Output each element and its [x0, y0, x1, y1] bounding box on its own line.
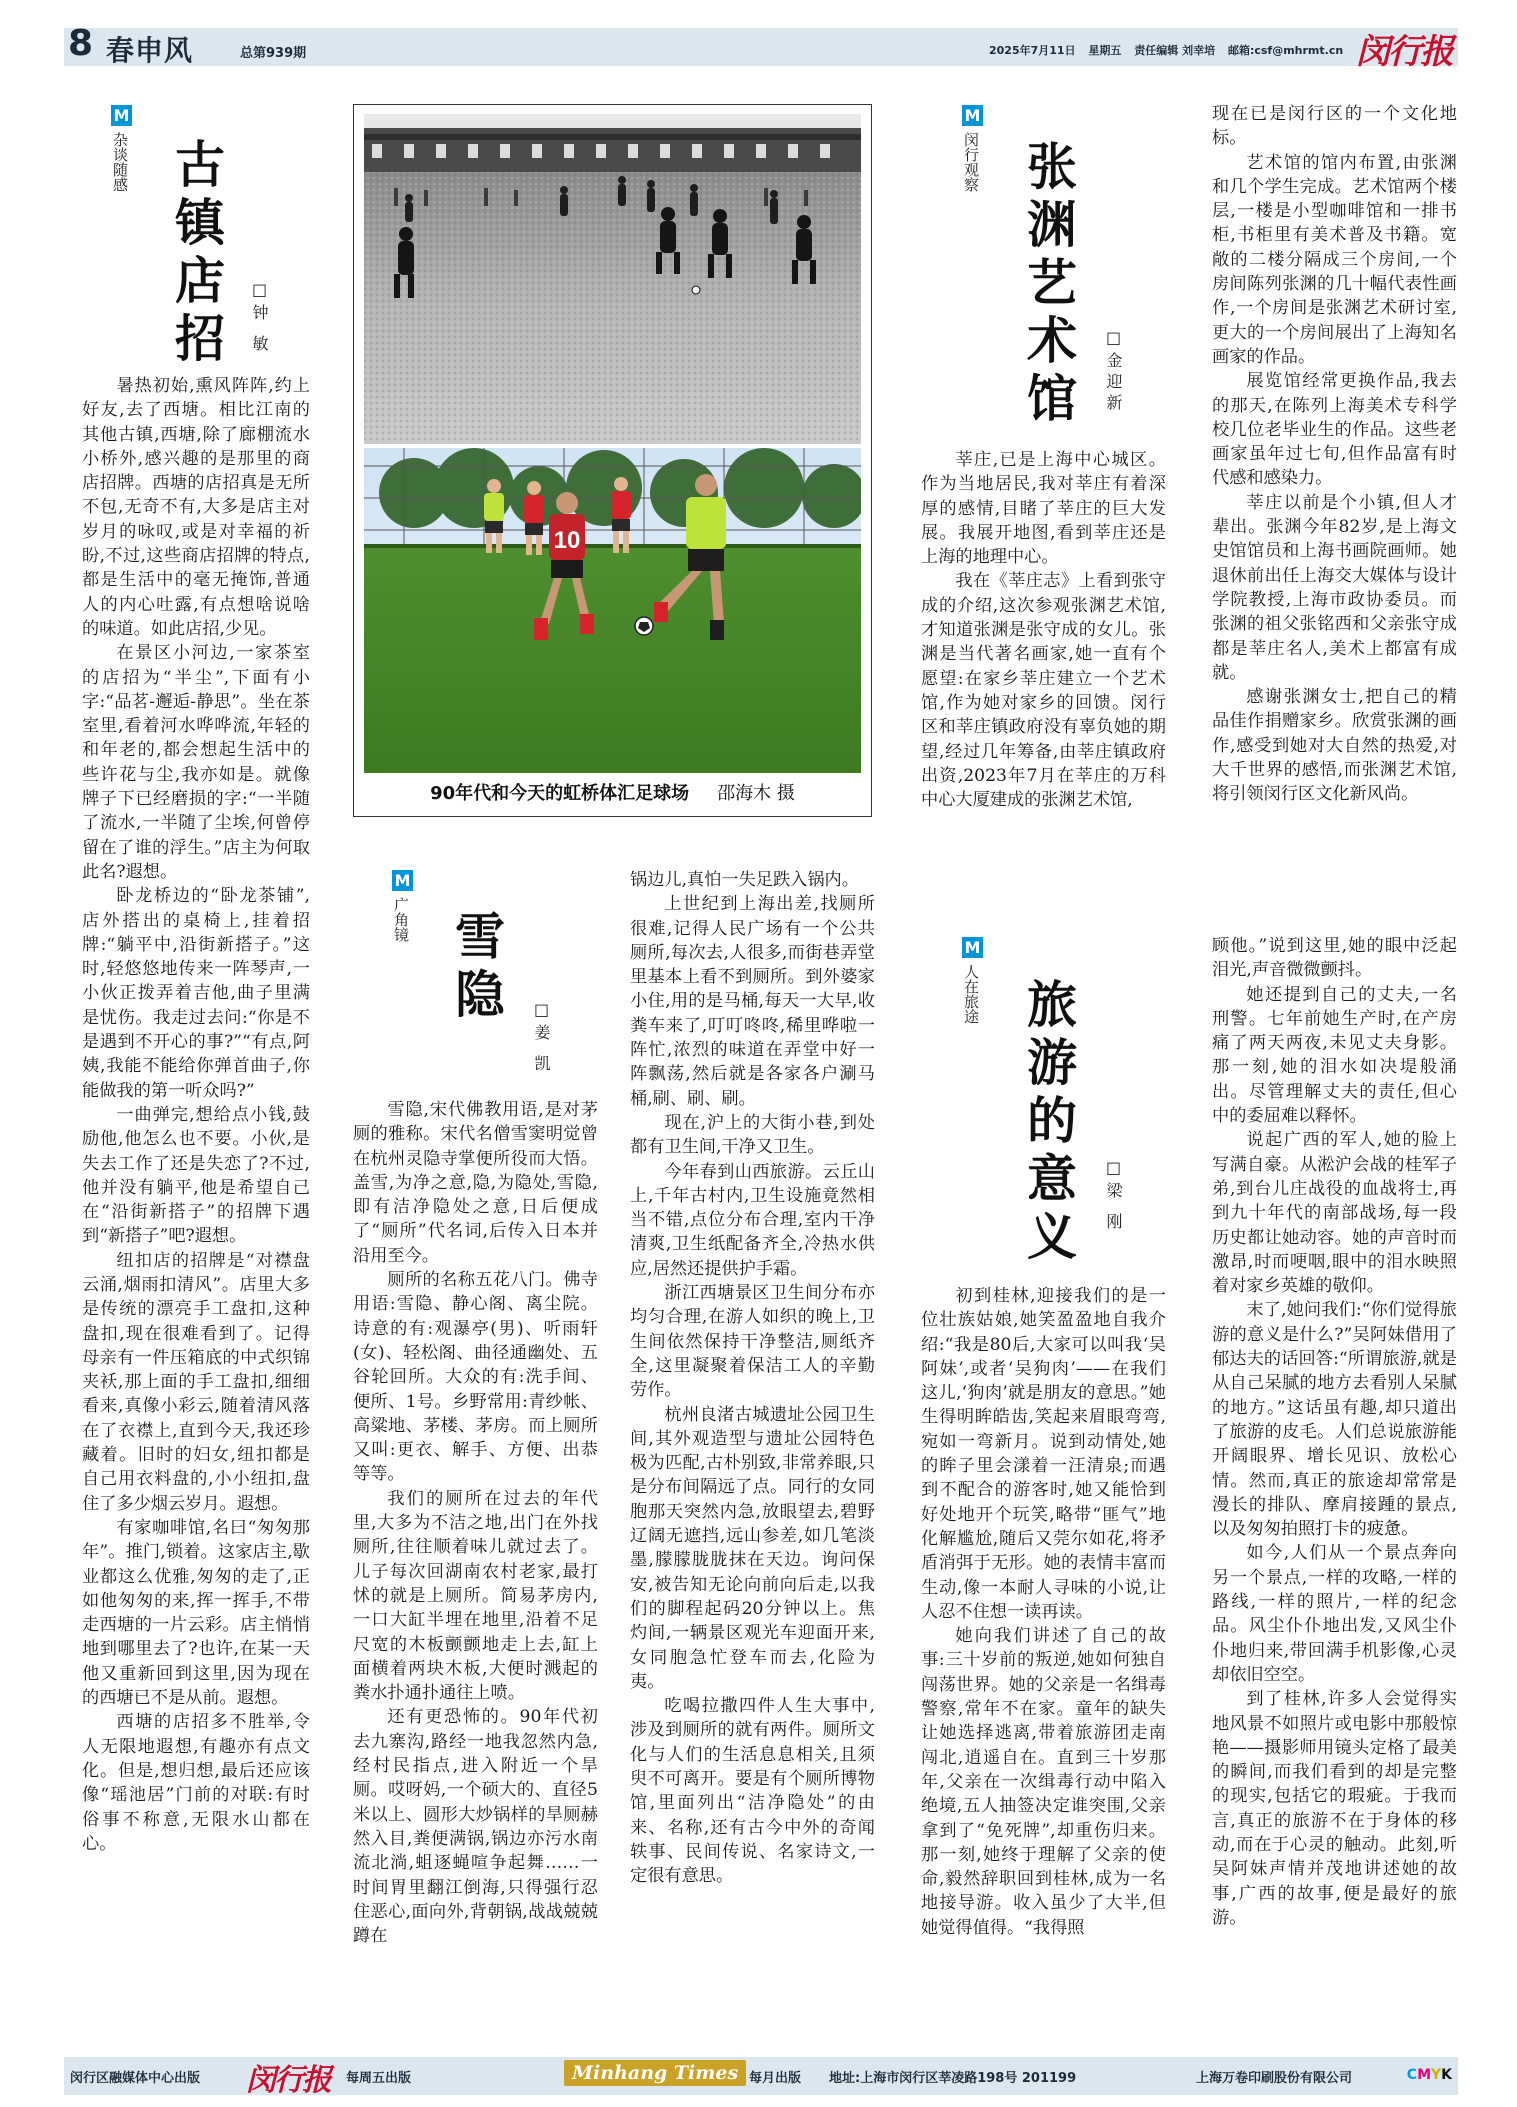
article-body — [921, 448, 1166, 868]
masthead-meta — [989, 42, 1352, 58]
minhang-times-logo: Minhang Times — [564, 2060, 746, 2086]
paragraph: 我在《莘庄志》上看到张守成的介绍,这次参观张渊艺术馆,才知道张渊是张守成的女儿。张渊是当代著名画家,她一直有个愿望:在家乡莘庄建立一个艺术馆,作为她对家乡的回馈。闵行区和莘庄镇政府没有辜负她的期望,经过几年筹备,由莘庄镇政府出资,2023年7月在莘庄的万科中心大厦建成的张渊艺术馆, — [921, 571, 1166, 811]
paragraph: 如今,人们从一个景点奔向另一个景点,一样的攻略,一样的路线,一样的照片,一样的纪念品。风尘仆仆地出发,又风尘仆仆地归来,带回满手机影像,心灵却依旧空空。 — [1212, 1543, 1457, 1685]
article-title: 古镇店招 — [167, 138, 226, 370]
article-body — [630, 868, 875, 2016]
jersey-number: 10 — [553, 527, 581, 554]
column-tag: 广角镜 — [392, 897, 410, 942]
article-byline: □姜 凯 — [532, 1000, 551, 1077]
article-byline: □金迎新 — [1104, 328, 1123, 415]
paragraph: 莘庄以前是个小镇,但人才辈出。张渊今年82岁,是上海文史馆馆员和上海书画院画师。她退休前出任上海交大媒体与设计学院教授,上海市政协委员。而张渊的祖父张铭西和父亲张守成都是莘庄名人,美术上都富有成就。 — [1212, 492, 1457, 683]
article-title: 张渊艺术馆 — [1019, 140, 1078, 430]
article-body — [1212, 934, 1457, 2016]
paragraph: 一曲弹完,想给点小钱,鼓励他,他怎么也不要。小伙,是失去工作了还是失恋了?不过,他并没有躺平,他是希望自己在“沿街新搭子”的招牌下遇到“新搭子”吧?遐想。 — [82, 1104, 310, 1247]
old-football-photo — [364, 114, 861, 444]
paragraph: 上世纪到上海出差,找厕所很难,记得人民广场有一个公共厕所,每次去,人很多,而街巷弄堂里基本上看不到厕所。到外婆家小住,用的是马桶,每天一大早,收粪车来了,叮叮咚咚,稀里哗啦一阵忙,浓烈的味道在弄堂中好一阵飘荡,然后就是各家各户涮马桶,刷、刷、刷。 — [630, 894, 875, 1109]
article-body — [353, 1098, 598, 2016]
footer-printer: 上海万卷印刷股份有限公司 — [1196, 2071, 1353, 2086]
paragraph: 末了,她问我们:“你们觉得旅游的意义是什么?”吴阿妹借用了郁达夫的话回答:“所谓旅游,就是从自己呆腻的地方去看别人呆腻的地方。”这话虽有趣,却只道出了旅游的皮毛。人们总说旅游能开阔眼界、增长见识、放松心情。然而,真正的旅途却常常是漫长的排队、摩肩接踵的景点,以及匆匆拍照打卡的疲惫。 — [1212, 1300, 1457, 1540]
column-badge-icon: M — [392, 870, 413, 891]
cmyk-c: C — [1406, 2067, 1418, 2083]
paragraph: 在景区小河边,一家茶室的店招为“半尘”,下面有小字:“品茗-邂逅-静思”。坐在茶室里,看着河水哗哗流,年轻的和年老的,都会想起生活中的些许花与尘,我亦如是。就像牌子下已经磨损的字:“一半随了流水,一半随了尘埃,何曾停留在了谁的浮生。”店主为何取此名?遐想。 — [82, 643, 310, 882]
paragraph: 现在已是闵行区的一个文化地标。 — [1212, 104, 1457, 149]
article-title: 旅游的意义 — [1019, 978, 1078, 1268]
cmyk-m: M — [1417, 2067, 1431, 2083]
paragraph: 厕所的名称五花八门。佛寺用语:雪隐、静心阁、离尘院。诗意的有:观瀑亭(男)、听雨轩(女)、轻松阁、曲径通幽处、五谷轮回所。大众的有:洗手间、便所、1号。乡野常用:青纱帐、高粱地、茅楼、茅房。而上厕所又叫:更衣、解手、方便、出恭等等。 — [353, 1270, 598, 1485]
photo-caption — [364, 779, 861, 809]
article-byline: □钟 敏 — [250, 280, 269, 357]
article-title: 雪隐 — [447, 910, 506, 1026]
paragraph: 纽扣店的招牌是“对襟盘云涌,烟雨扣清风”。店里大多是传统的漂亮手工盘扣,这种盘扣,现在很难看到了。记得母亲有一件压箱底的中式织锦夹袄,那上面的手工盘扣,细细看来,真像小彩云,随着清风落在了衣襟上,直到今天,我还珍藏着。旧时的妇女,纽扣都是自己用衣料盘的,小小纽扣,盘住了多少烟云岁月。遐想。 — [82, 1250, 310, 1514]
paragraph: 她还提到自己的丈夫,一名刑警。七年前她生产时,在产房痛了两天两夜,未见丈夫身影。那一刻,她的泪水如决堤般涌出。尽管理解丈夫的责任,但心中的委屈难以释怀。 — [1212, 984, 1457, 1127]
paragraph: 浙江西塘景区卫生间分布亦均匀合理,在游人如织的晚上,卫生间依然保持干净整洁,厕纸齐全,这里凝聚着保洁工人的辛勤劳作。 — [630, 1283, 875, 1401]
paragraph: 顾他。”说到这里,她的眼中泛起泪光,声音微微颤抖。 — [1212, 936, 1457, 981]
paragraph: 现在,沪上的大街小巷,到处都有卫生间,干净又卫生。 — [630, 1112, 875, 1158]
issue-date: 2025年7月11日 — [989, 44, 1076, 57]
paragraph: 她向我们讲述了自己的故事:三十岁前的叛逆,她如何独自闯荡世界。她的父亲是一名缉毒警察,常年不在家。童年的缺失让她选择逃离,带着旅游团走南闯北,逍遥自在。直到三十岁那年,父亲在一次缉毒行动中陷入绝境,五人抽签决定谁突围,父亲拿到了“免死牌”,却重伤归来。那一刻,她终于理解了父亲的使命,毅然辞职回到桂林,成为一名地接导游。收入虽少了大半,但她觉得值得。“我得照 — [921, 1626, 1166, 1938]
article-body — [921, 1284, 1166, 2016]
paragraph: 展览馆经常更换作品,我去的那天,在陈列上海美术专科学校几位老毕业生的作品。这些老画家虽年过七旬,但作品富有时代感和感染力。 — [1212, 371, 1457, 489]
paragraph: 雪隐,宋代佛教用语,是对茅厕的雅称。宋代名僧雪窦明觉曾在杭州灵隐寺掌便所役而大悟。盖雪,为净之意,隐,为隐处,雪隐,即有洁净隐处之意,日后便成了“厕所”代名词,后传入日本并沿用至今。 — [353, 1100, 598, 1266]
masthead — [64, 23, 1458, 72]
paragraph: 卧龙桥边的“卧龙茶铺”,店外搭出的桌椅上,挂着招牌:“躺平中,沿街新搭子。”这时,轻悠悠地传来一阵琴声,一小伙正拨弄着吉他,曲子里满是忧伤。我走过去问:“你是不是遇到不开心的事?”“有点,阿姨,我能不能给你弹首曲子,你能做我的第一听众吗?” — [82, 886, 310, 1101]
article-body — [82, 374, 310, 2014]
caption-text: 90年代和今天的虹桥体汇足球场 — [430, 783, 690, 804]
paragraph: 暑热初始,熏风阵阵,约上好友,去了西塘。相比江南的其他古镇,西塘,除了廊棚流水小桥外,感兴趣的是那里的商店招牌。西塘的店招真是无所不包,无奇不有,大多是店主对岁月的咏叹,或是对幸福的祈盼,不过,这些商店招牌的特点,都是生活中的毫无掩饰,普通人的内心吐露,有点想啥说啥的味道。如此店招,少见。 — [82, 376, 310, 639]
paragraph: 今年春到山西旅游。云丘山上,千年古村内,卫生设施竟然相当不错,点位分布合理,室内干净清爽,卫生纸配备齐全,冷热水供应,居然还提供护手霜。 — [630, 1161, 875, 1279]
cmyk-k: K — [1441, 2067, 1452, 2083]
column-badge-icon: M — [962, 937, 983, 958]
photo-frame — [353, 104, 872, 817]
footer-address: 地址:上海市闵行区莘凌路198号 201199 — [829, 2071, 1077, 2086]
footer-frequency: 每周五出版 — [346, 2071, 412, 2086]
column-badge-icon: M — [962, 105, 983, 126]
paragraph: 我们的厕所在过去的年代里,大多为不洁之地,出门在外找厕所,往往顺着味儿就过去了。儿子每次回湖南农村老家,最打怵的就是上厕所。简易茅房内,一口大缸半埋在地里,沿着不足尺宽的木板颤颤地走上去,缸上面横着两块木板,大便时溅起的粪水扑通扑通往上喷。 — [353, 1488, 598, 1704]
column-tag: 人在旅途 — [962, 964, 980, 1024]
footer-monthly: 每月出版 — [749, 2071, 802, 2086]
newspaper-logo: 闵行报 — [1356, 32, 1452, 72]
cmyk-y: Y — [1431, 2067, 1442, 2083]
paragraph: 有家咖啡馆,名曰“匆匆那年”。推门,锁着。这家店主,歇业都这么优雅,匆匆的走了,正如他匆匆的来,挥一挥手,不带走西塘的一片云彩。店主悄悄地到哪里去了?也许,在某一天他又重新回到这里,因为现在的西塘已不是从前。遐想。 — [82, 1517, 310, 1709]
paragraph: 到了桂林,许多人会觉得实地风景不如照片或电影中那般惊艳——摄影师用镜头定格了最美的瞬间,而我们看到的却是完整的现实,包括它的瑕疵。于我而言,真正的旅游不在于身体的移动,而在于心灵的触动。此刻,听吴阿妹声情并茂地讲述她的故事,广西的故事,便是最好的旅游。 — [1212, 1689, 1457, 1928]
paragraph: 吃喝拉撒四件人生大事中,涉及到厕所的就有两件。厕所文化与人们的生活息息相关,且须臾不可离开。要是有个厕所博物馆,里面列出“洁净隐处”的由来、名称,还有古今中外的奇闻轶事、民间传说、名家诗文,一定很有意思。 — [630, 1696, 875, 1887]
paragraph: 西塘的店招多不胜举,令人无限地遐想,有趣亦有点文化。但是,想归想,最后还应该像“瑶池居”门前的对联:有时俗事不称意,无限水山都在心。 — [82, 1712, 310, 1854]
article-body — [1212, 102, 1457, 872]
cmyk-marks — [1407, 2067, 1452, 2083]
paragraph: 锅边儿,真怕一失足跌入锅内。 — [630, 870, 859, 890]
editor-credit: 责任编辑 刘幸培 — [1134, 44, 1216, 57]
footer-logo: 闵行报 — [246, 2063, 330, 2098]
new-football-photo — [364, 448, 861, 773]
section-name: 春申风 — [106, 34, 194, 67]
footer — [64, 2057, 1458, 2098]
page-number: 8 — [68, 23, 94, 64]
article-byline: □梁 刚 — [1104, 1158, 1123, 1235]
issue-weekday: 星期五 — [1088, 44, 1122, 57]
paragraph: 艺术馆的馆内布置,由张渊和几个学生完成。艺术馆两个楼层,一楼是小型咖啡馆和一排书柜,书柜里有美术普及书籍。宽敞的二楼分隔成三个房间,一个房间陈列张渊的几十幅代表性画作,一个房间是张渊艺术研讨室,更大的一个房间展出了上海知名画家的作品。 — [1212, 152, 1457, 367]
photo-credit: 邵海木 摄 — [717, 783, 795, 804]
paragraph: 还有更恐怖的。90年代初去九寨沟,路经一地我忽然内急,经村民指点,进入附近一个旱厕。哎呀妈,一个硕大的、直径5米以上、圆形大炒锅样的旱厕赫然入目,粪便满锅,锅边亦污水南流北淌,蛆逐蝇喧争起舞……一时间胃里翻江倒海,只得强行忍住恶心,面向外,背朝锅,战战兢兢蹲在 — [353, 1707, 598, 1947]
column-tag: 杂谈随感 — [111, 132, 129, 192]
paragraph: 说起广西的军人,她的脸上写满自豪。从淞沪会战的桂军子弟,到台儿庄战役的血战将士,再到九十年代的南部战场,每一段历史都让她动容。她的声音时而激昂,时而哽咽,眼中的泪水映照着对家乡英雄的敬仰。 — [1212, 1130, 1457, 1297]
issue-number: 总第939期 — [240, 46, 307, 61]
column-tag: 闵行观察 — [962, 132, 980, 192]
paragraph: 感谢张渊女士,把自己的精品佳作捐赠家乡。欣赏张渊的画作,感受到她对大自然的热爱,对大千世界的感悟,而张渊艺术馆,将引领闵行区文化新风尚。 — [1212, 687, 1457, 805]
paragraph: 杭州良渚古城遗址公园卫生间,其外观造型与遗址公园特色极为匹配,古朴别致,非常养眼,只是分布间隔远了点。同行的女同胞那天突然内急,放眼望去,碧野辽阔无遮挡,远山参差,如几笔淡墨,朦朦胧胧抹在天边。询问保安,被告知无论向前向后走,以我们的脚程起码20分钟以上。焦灼间,一辆景区观光车迎面开来,女同胞急忙登车而去,化险为夷。 — [630, 1404, 875, 1692]
footer-publisher: 闵行区融媒体中心出版 — [70, 2071, 201, 2086]
editor-email: 邮箱:csf@mhrmt.cn — [1227, 44, 1344, 57]
paragraph: 初到桂林,迎接我们的是一位壮族姑娘,她笑盈盈地自我介绍:“我是80后,大家可以叫我‘吴阿妹’,或者‘吴狗肉’——在我们这儿,‘狗肉’就是朋友的意思。”她生得明眸皓齿,笑起来眉眼弯弯,宛如一弯新月。说到动情处,她的眸子里会漾着一汪清泉;而遇到不配合的游客时,她又能恰到好处地开个玩笑,略带“匪气”地化解尴尬,随后又莞尔如花,将矛盾消弭于无形。她的表情丰富而生动,像一本耐人寻味的小说,让人忍不住想一读再读。 — [921, 1286, 1166, 1622]
column-badge-icon: M — [111, 105, 132, 126]
paragraph: 莘庄,已是上海中心城区。作为当地居民,我对莘庄有着深厚的感情,目睹了莘庄的巨大发展。我展开地图,看到莘庄还是上海的地理中心。 — [921, 450, 1166, 568]
